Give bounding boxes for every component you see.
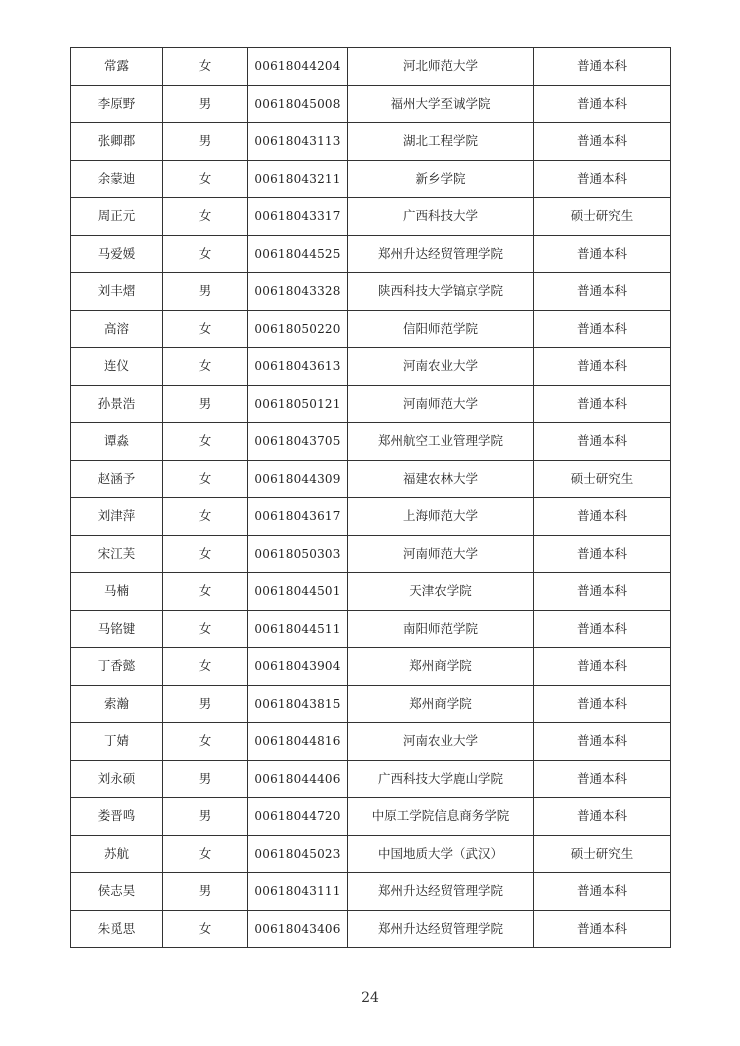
name-cell: 常露 <box>71 48 163 86</box>
degree-level-cell: 普通本科 <box>534 798 671 836</box>
name-cell: 马爱媛 <box>71 235 163 273</box>
school-cell: 河南农业大学 <box>348 348 534 386</box>
degree-level-cell: 硕士研究生 <box>534 835 671 873</box>
school-cell: 郑州升达经贸管理学院 <box>348 910 534 948</box>
candidate-id-cell: 00618043904 <box>248 648 348 686</box>
table-row <box>71 648 671 686</box>
table-row <box>71 573 671 611</box>
candidate-id-cell: 00618043613 <box>248 348 348 386</box>
table-row <box>71 723 671 761</box>
degree-level-cell: 普通本科 <box>534 423 671 461</box>
name-cell: 刘丰熠 <box>71 273 163 311</box>
degree-level-cell: 普通本科 <box>534 723 671 761</box>
degree-level-cell: 普通本科 <box>534 310 671 348</box>
degree-level-cell: 硕士研究生 <box>534 460 671 498</box>
table-row <box>71 48 671 86</box>
gender-cell: 女 <box>163 235 248 273</box>
gender-cell: 男 <box>163 798 248 836</box>
school-cell: 广西科技大学 <box>348 198 534 236</box>
degree-level-cell: 硕士研究生 <box>534 198 671 236</box>
school-cell: 新乡学院 <box>348 160 534 198</box>
degree-level-cell: 普通本科 <box>534 498 671 536</box>
school-cell: 郑州商学院 <box>348 685 534 723</box>
name-cell: 苏航 <box>71 835 163 873</box>
name-cell: 余蒙迪 <box>71 160 163 198</box>
name-cell: 刘津萍 <box>71 498 163 536</box>
name-cell: 马楠 <box>71 573 163 611</box>
degree-level-cell: 普通本科 <box>534 348 671 386</box>
candidate-id-cell: 00618043406 <box>248 910 348 948</box>
school-cell: 中原工学院信息商务学院 <box>348 798 534 836</box>
school-cell: 河南师范大学 <box>348 385 534 423</box>
gender-cell: 女 <box>163 910 248 948</box>
gender-cell: 男 <box>163 85 248 123</box>
school-cell: 福州大学至诚学院 <box>348 85 534 123</box>
candidate-id-cell: 00618043705 <box>248 423 348 461</box>
candidate-id-cell: 00618045008 <box>248 85 348 123</box>
gender-cell: 女 <box>163 648 248 686</box>
school-cell: 陕西科技大学镐京学院 <box>348 273 534 311</box>
degree-level-cell: 普通本科 <box>534 685 671 723</box>
table-row <box>71 385 671 423</box>
candidate-id-cell: 00618044816 <box>248 723 348 761</box>
degree-level-cell: 普通本科 <box>534 273 671 311</box>
table-row <box>71 423 671 461</box>
name-cell: 马铭键 <box>71 610 163 648</box>
name-cell: 张卿郡 <box>71 123 163 161</box>
table-row <box>71 760 671 798</box>
gender-cell: 女 <box>163 460 248 498</box>
page-number: 24 <box>361 990 379 1006</box>
name-cell: 刘永硕 <box>71 760 163 798</box>
table-row <box>71 348 671 386</box>
candidate-id-cell: 00618043111 <box>248 873 348 911</box>
name-cell: 宋江芙 <box>71 535 163 573</box>
name-cell: 连仪 <box>71 348 163 386</box>
school-cell: 河北师范大学 <box>348 48 534 86</box>
table-row <box>71 910 671 948</box>
name-cell: 丁婧 <box>71 723 163 761</box>
table-row <box>71 460 671 498</box>
roster-body <box>71 48 671 948</box>
gender-cell: 女 <box>163 348 248 386</box>
degree-level-cell: 普通本科 <box>534 235 671 273</box>
degree-level-cell: 普通本科 <box>534 648 671 686</box>
roster-table <box>70 47 671 948</box>
school-cell: 郑州航空工业管理学院 <box>348 423 534 461</box>
table-row <box>71 873 671 911</box>
table-row <box>71 273 671 311</box>
gender-cell: 女 <box>163 573 248 611</box>
gender-cell: 男 <box>163 685 248 723</box>
school-cell: 福建农林大学 <box>348 460 534 498</box>
name-cell: 丁香懿 <box>71 648 163 686</box>
degree-level-cell: 普通本科 <box>534 123 671 161</box>
table-row <box>71 610 671 648</box>
gender-cell: 女 <box>163 310 248 348</box>
candidate-id-cell: 00618044720 <box>248 798 348 836</box>
candidate-id-cell: 00618044204 <box>248 48 348 86</box>
candidate-id-cell: 00618044501 <box>248 573 348 611</box>
name-cell: 娄晋鸣 <box>71 798 163 836</box>
school-cell: 河南师范大学 <box>348 535 534 573</box>
degree-level-cell: 普通本科 <box>534 910 671 948</box>
school-cell: 广西科技大学鹿山学院 <box>348 760 534 798</box>
gender-cell: 男 <box>163 273 248 311</box>
gender-cell: 女 <box>163 835 248 873</box>
school-cell: 郑州商学院 <box>348 648 534 686</box>
table-row <box>71 685 671 723</box>
candidate-id-cell: 00618043617 <box>248 498 348 536</box>
school-cell: 河南农业大学 <box>348 723 534 761</box>
candidate-id-cell: 00618043317 <box>248 198 348 236</box>
table-row <box>71 535 671 573</box>
gender-cell: 女 <box>163 198 248 236</box>
table-row <box>71 835 671 873</box>
degree-level-cell: 普通本科 <box>534 535 671 573</box>
candidate-id-cell: 00618043113 <box>248 123 348 161</box>
name-cell: 高溶 <box>71 310 163 348</box>
degree-level-cell: 普通本科 <box>534 160 671 198</box>
table-row <box>71 498 671 536</box>
table-row <box>71 235 671 273</box>
candidate-id-cell: 00618044511 <box>248 610 348 648</box>
candidate-id-cell: 00618045023 <box>248 835 348 873</box>
name-cell: 赵涵予 <box>71 460 163 498</box>
degree-level-cell: 普通本科 <box>534 573 671 611</box>
degree-level-cell: 普通本科 <box>534 85 671 123</box>
school-cell: 郑州升达经贸管理学院 <box>348 235 534 273</box>
gender-cell: 男 <box>163 123 248 161</box>
gender-cell: 女 <box>163 48 248 86</box>
school-cell: 信阳师范学院 <box>348 310 534 348</box>
degree-level-cell: 普通本科 <box>534 873 671 911</box>
name-cell: 孙景浩 <box>71 385 163 423</box>
school-cell: 上海师范大学 <box>348 498 534 536</box>
gender-cell: 女 <box>163 535 248 573</box>
table-row <box>71 310 671 348</box>
candidate-id-cell: 00618044406 <box>248 760 348 798</box>
degree-level-cell: 普通本科 <box>534 48 671 86</box>
table-row <box>71 198 671 236</box>
candidate-id-cell: 00618043815 <box>248 685 348 723</box>
school-cell: 中国地质大学（武汉） <box>348 835 534 873</box>
gender-cell: 女 <box>163 498 248 536</box>
school-cell: 湖北工程学院 <box>348 123 534 161</box>
school-cell: 南阳师范学院 <box>348 610 534 648</box>
name-cell: 谭淼 <box>71 423 163 461</box>
name-cell: 周正元 <box>71 198 163 236</box>
candidate-id-cell: 00618050303 <box>248 535 348 573</box>
table-row <box>71 798 671 836</box>
candidate-id-cell: 00618043328 <box>248 273 348 311</box>
name-cell: 李原野 <box>71 85 163 123</box>
gender-cell: 男 <box>163 873 248 911</box>
table-row <box>71 160 671 198</box>
school-cell: 郑州升达经贸管理学院 <box>348 873 534 911</box>
candidate-id-cell: 00618050121 <box>248 385 348 423</box>
degree-level-cell: 普通本科 <box>534 385 671 423</box>
table-row <box>71 85 671 123</box>
gender-cell: 女 <box>163 160 248 198</box>
candidate-id-cell: 00618043211 <box>248 160 348 198</box>
candidate-id-cell: 00618050220 <box>248 310 348 348</box>
degree-level-cell: 普通本科 <box>534 610 671 648</box>
gender-cell: 女 <box>163 610 248 648</box>
candidate-id-cell: 00618044309 <box>248 460 348 498</box>
name-cell: 朱觅思 <box>71 910 163 948</box>
table-row <box>71 123 671 161</box>
degree-level-cell: 普通本科 <box>534 760 671 798</box>
gender-cell: 女 <box>163 423 248 461</box>
gender-cell: 女 <box>163 723 248 761</box>
name-cell: 索瀚 <box>71 685 163 723</box>
gender-cell: 男 <box>163 385 248 423</box>
name-cell: 侯志昊 <box>71 873 163 911</box>
gender-cell: 男 <box>163 760 248 798</box>
candidate-id-cell: 00618044525 <box>248 235 348 273</box>
school-cell: 天津农学院 <box>348 573 534 611</box>
